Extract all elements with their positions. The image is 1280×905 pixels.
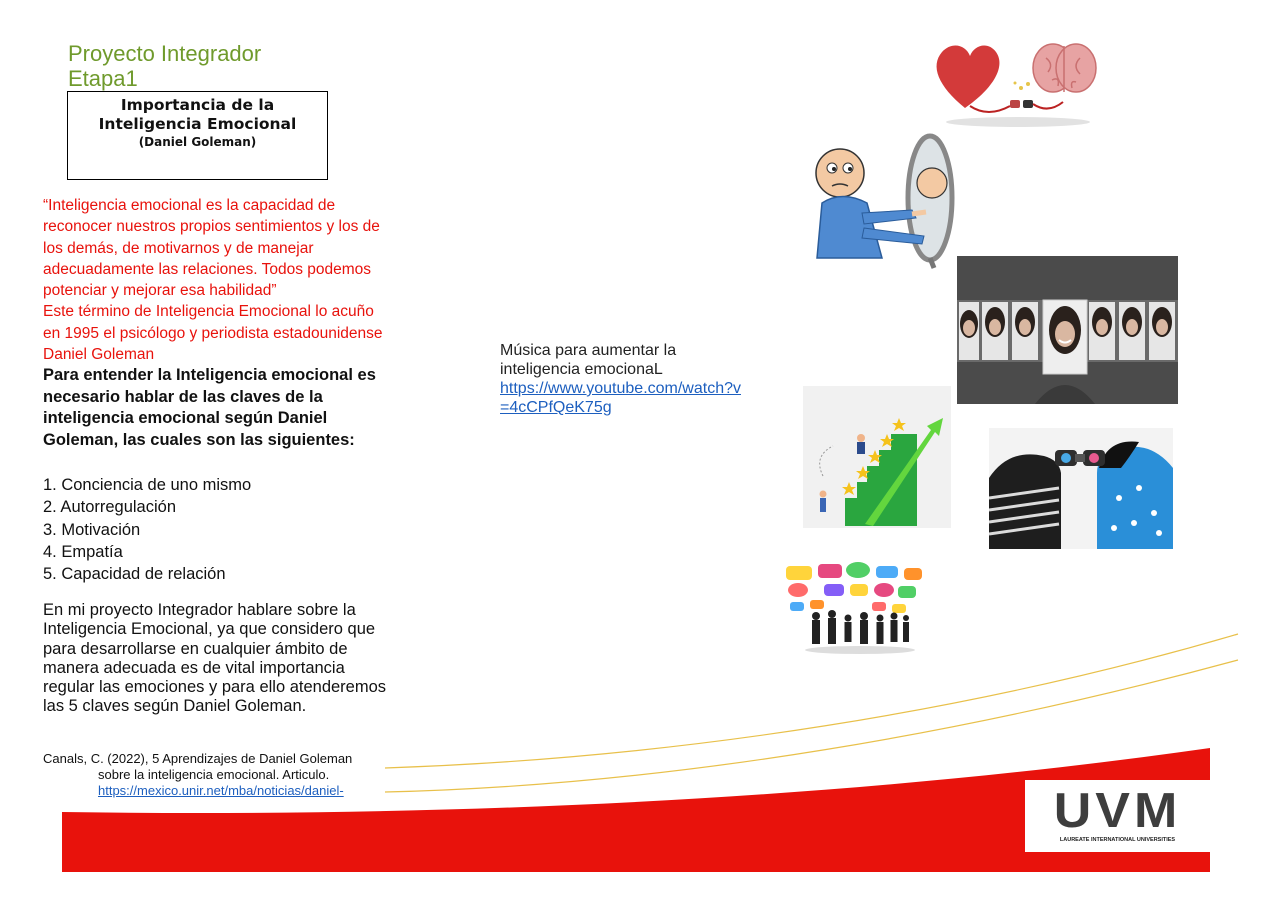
- quote-text: “Inteligencia emocional es la capacidad de reconocer nuestros propios sentimientos y los de los demás, de motivarnos y de manejar adecuadamente las relaciones. Todos podemos potenciar y mejorar esa habilidad”: [43, 197, 380, 300]
- quote-origin: Este término de Inteligencia Emocional lo acuño en 1995 el psicólogo y periodista estadounidense Daniel Goleman: [43, 303, 383, 364]
- list-item: 2. Autorregulación: [43, 498, 177, 517]
- music-link[interactable]: [500, 380, 741, 416]
- keys-list: [43, 474, 251, 585]
- project-paragraph: En mi proyecto Integrador hablare sobre la Inteligencia Emocional, ya que considero que para desarrollarse en cualquier ámbito de manera adecuada es de vital importancia regular las emociones y para ello atenderemos las 5 claves según Daniel Goleman.: [43, 601, 387, 716]
- music-link-line2: =4cCPfQeK75g: [500, 399, 612, 416]
- growth-stairs-illustration: [803, 386, 951, 528]
- music-block: [500, 341, 760, 417]
- music-link-line1: https://www.youtube.com/watch?v: [500, 380, 741, 397]
- project-stage: Etapa1: [68, 66, 138, 91]
- list-item: 1. Conciencia de uno mismo: [43, 476, 252, 494]
- reference-link[interactable]: https://mexico.unir.net/mba/noticias/daniel-: [98, 783, 344, 798]
- title-box: [67, 91, 328, 180]
- uvm-logo-text: UVM: [1053, 783, 1182, 839]
- reference-line1: Canals, C. (2022), 5 Aprendizajes de Daniel Goleman: [43, 751, 353, 766]
- quote-block: [43, 195, 388, 365]
- list-item: 4. Empatía: [43, 542, 123, 561]
- reference-line2: sobre la inteligencia emocional. Articulo.: [98, 767, 330, 782]
- mirror-man-illustration: [812, 128, 972, 273]
- box-heading-line2: Inteligencia Emocional: [98, 115, 297, 133]
- box-heading-line1: Importancia de la: [120, 96, 275, 114]
- project-title: Proyecto Integrador: [68, 41, 262, 66]
- list-item: 3. Motivación: [43, 520, 141, 539]
- binoculars-faces-illustration: [989, 428, 1173, 549]
- uvm-logo-tagline: LAUREATE INTERNATIONAL UNIVERSITIES: [1059, 837, 1176, 843]
- woman-emotions-photo: [957, 256, 1178, 404]
- box-author: (Daniel Goleman): [138, 135, 257, 149]
- heart-brain-icon: [928, 36, 1108, 131]
- uvm-logo: [1025, 780, 1210, 852]
- music-line1: Música para aumentar la: [500, 342, 677, 359]
- keys-intro: Para entender la Inteligencia emocional es necesario hablar de las claves de la inteligencia emocional según Daniel Goleman, las cuales son las siguientes:: [43, 366, 376, 449]
- list-item: 5. Capacidad de relación: [43, 565, 226, 584]
- music-line2: inteligencia emocionaL: [500, 361, 663, 378]
